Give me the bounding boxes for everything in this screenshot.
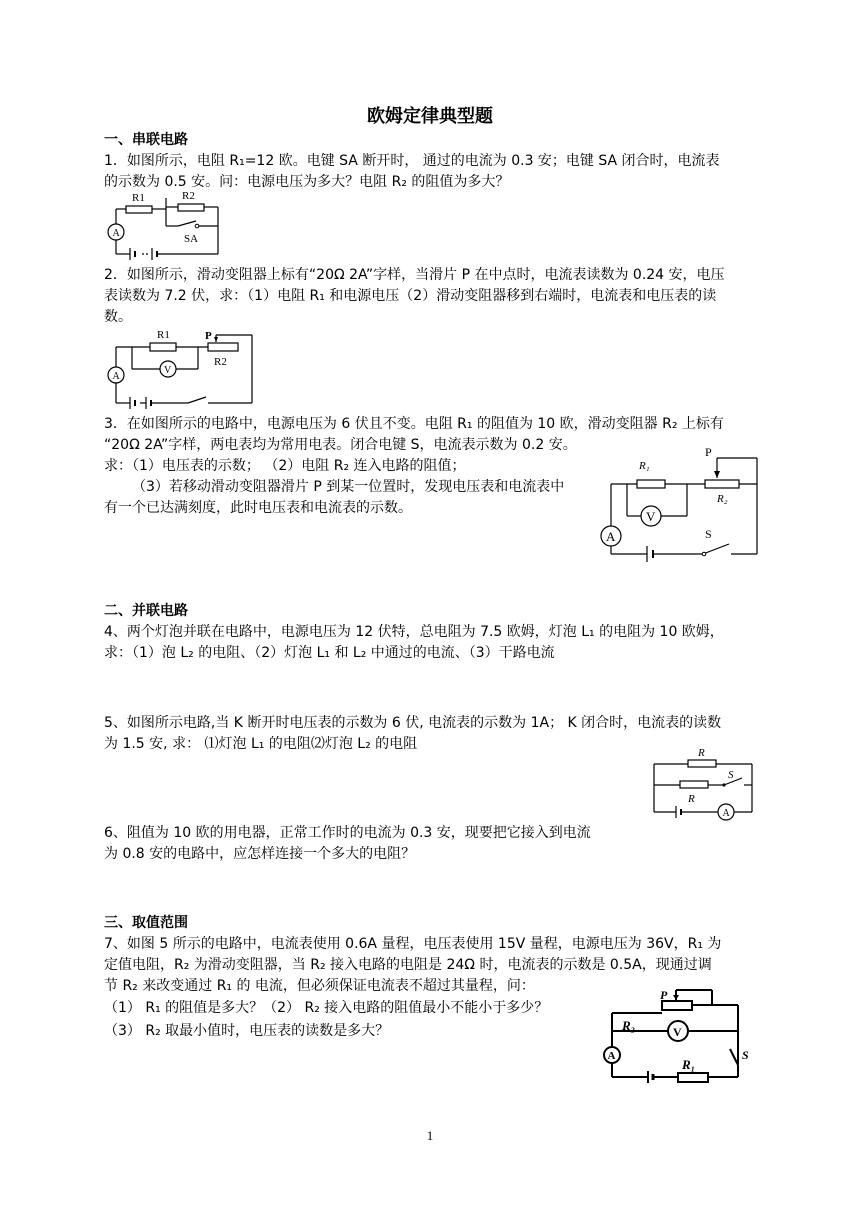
section-heading-parallel: 二、并联电路 xyxy=(104,603,188,619)
q3-ammeter-label: A xyxy=(606,529,616,544)
q5-r-top-label: R xyxy=(698,747,705,759)
q3-line-2: “20Ω 2A”字样，两电表均为常用电表。闭合电键 S，电流表示数为 0.2 安。 xyxy=(104,437,577,453)
q3-voltmeter-label: V xyxy=(646,509,656,524)
q2-circuit-diagram xyxy=(102,325,262,413)
q3-r1-label: R₁ xyxy=(639,460,650,472)
q5-ammeter-label: A xyxy=(722,808,730,819)
q2-voltmeter-label: V xyxy=(164,365,172,376)
q3-p-label: P xyxy=(705,445,712,459)
q3-switch-label: S xyxy=(705,527,712,541)
q7-p-label: P xyxy=(660,988,668,1002)
q2-line-1: 2．如图所示，滑动变阻器上标有“20Ω 2A”字样，当滑片 P 在中点时，电流表读数为 0.24 安，电压 xyxy=(104,267,725,283)
page-title: 欧姆定律典型题 xyxy=(367,106,493,127)
q3-line-5: 有一个已达满刻度，此时电压表和电流表的示数。 xyxy=(104,500,412,516)
q5-r-mid-label: R xyxy=(688,793,695,805)
q1-line-1: 1．如图所示，电阻 R₁=12 欧。电键 SA 断开时， 通过的电流为 0.3 安；电键 SA 闭合时，电流表 xyxy=(104,153,720,169)
q3-line-4: （3）若移动滑动变阻器滑片 P 到某一位置时，发现电压表和电流表中 xyxy=(132,479,565,495)
q1-r2-label: R2 xyxy=(182,190,195,202)
q7-switch-label: S xyxy=(742,1048,749,1062)
q7-line-3: 节 R₂ 来改变通过 R₁ 的 电流，但必须保证电流表不超过其量程，问： xyxy=(104,978,535,994)
q3-circuit-diagram xyxy=(597,444,762,562)
q6-line-2: 为 0.8 安的电路中，应怎样连接一个多大的电阻？ xyxy=(104,846,416,862)
q1-r1-label: R1 xyxy=(132,192,145,204)
q1-circuit-diagram xyxy=(102,188,232,268)
q2-line-3: 数。 xyxy=(104,309,132,325)
q3-line-1: 3．在如图所示的电路中，电源电压为 6 伏且不变。电阻 R₁ 的阻值为 10 欧，滑动变阻器 R₂ 上标有 xyxy=(104,416,724,432)
q1-ammeter-label: A xyxy=(112,228,120,239)
section-heading-series: 一、串联电路 xyxy=(104,132,188,148)
q7-line-1: 7、如图 5 所示的电路中，电流表使用 0.6A 量程，电压表使用 15V 量程，电源电压为 36V，R₁ 为 xyxy=(104,936,722,952)
q5-switch-label: S xyxy=(728,769,734,781)
q2-r1-label: R1 xyxy=(157,329,170,341)
q2-ammeter-label: A xyxy=(112,371,120,382)
q5-circuit-diagram xyxy=(648,742,758,822)
q7-line-2: 定值电阻，R₂ 为滑动变阻器，当 R₂ 接入电路的电阻是 24Ω 时，电流表的示数是 0.5A，现通过调 xyxy=(104,957,712,973)
q7-circuit-diagram xyxy=(598,985,748,1085)
q2-p-label: P xyxy=(205,330,212,342)
q7-voltmeter-label: V xyxy=(673,1025,682,1039)
q7-r1-label: R₁ xyxy=(682,1057,696,1072)
q7-line-5: （3） R₂ 取最小值时，电压表的读数是多大？ xyxy=(104,1023,390,1039)
q7-line-4: （1） R₁ 的阻值是多大？（2） R₂ 接入电路的阻值最小不能小于多少？ xyxy=(104,1000,549,1016)
q7-r2-label: R₂ xyxy=(622,1018,636,1033)
q2-r2-label: R2 xyxy=(214,356,227,368)
q3-r2-label: R₂ xyxy=(717,493,728,505)
page-number: 1 xyxy=(426,1128,434,1143)
q7-ammeter-label: A xyxy=(607,1050,616,1062)
q3-line-3: 求：（1）电压表的示数； （2）电阻 R₂ 连入电路的阻值； xyxy=(104,458,466,474)
q4-line-2: 求：（1）泡 L₂ 的电阻、（2）灯泡 L₁ 和 L₂ 中通过的电流、（3）干路电流 xyxy=(104,645,555,661)
q5-line-2: 为 1.5 安, 求： ⑴灯泡 L₁ 的电阻⑵灯泡 L₂ 的电阻 xyxy=(104,736,418,752)
q1-switch-label: SA xyxy=(184,233,199,245)
q5-line-1: 5、如图所示电路,当 K 断开时电压表的示数为 6 伏, 电流表的示数为 1A； K 闭合时，电流表的读数 xyxy=(104,715,722,731)
section-heading-range: 三、取值范围 xyxy=(104,915,188,931)
q6-line-1: 6、阻值为 10 欧的用电器，正常工作时的电流为 0.3 安，现要把它接入到电流 xyxy=(104,825,591,841)
q4-line-1: 4、两个灯泡并联在电路中，电源电压为 12 伏特，总电阻为 7.5 欧姆，灯泡 L₁ 的电阻为 10 欧姆， xyxy=(104,624,724,640)
q2-line-2: 表读数为 7.2 伏，求：（1）电阻 R₁ 和电源电压（2）滑动变阻器移到右端时，电流表和电压表的读 xyxy=(104,288,717,304)
q1-line-2: 的示数为 0.5 安。问：电源电压为多大？电阻 R₂ 的阻值为多大？ xyxy=(104,174,510,190)
